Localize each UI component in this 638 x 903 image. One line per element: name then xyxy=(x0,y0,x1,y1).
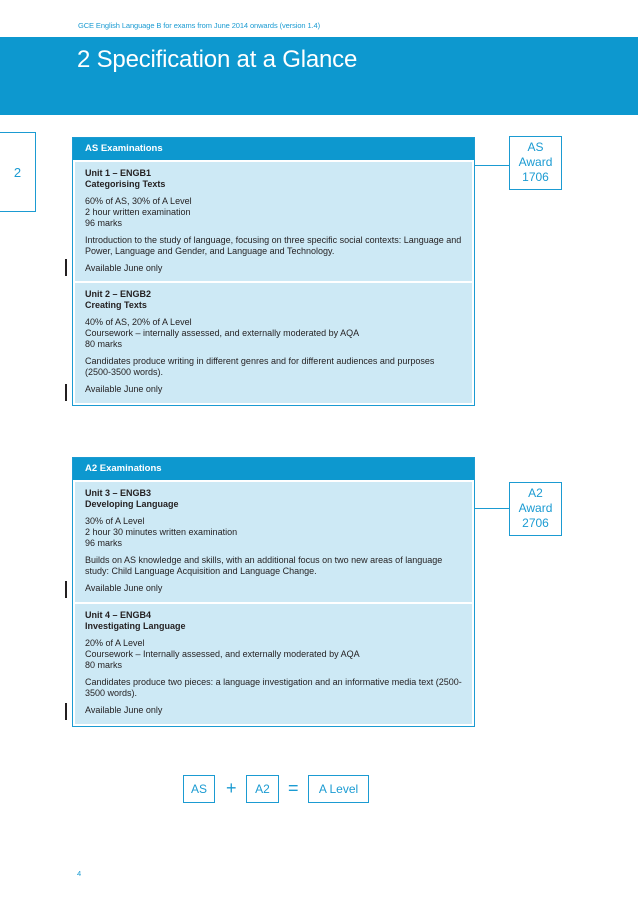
unit-2-margin-bar xyxy=(65,384,67,401)
unit-3-weight: 30% of A Level xyxy=(85,516,145,526)
unit-3-availability: Available June only xyxy=(85,583,163,593)
unit-3-margin-bar xyxy=(65,581,67,598)
unit-1-description: Introduction to the study of language, focusing on three specific social contexts: Language and Power, Language and Gender, and Language and Technology. xyxy=(85,235,462,256)
unit-4-panel xyxy=(75,604,472,724)
equation-a2-box: A2 xyxy=(246,775,279,803)
a2-award-line3: 2706 xyxy=(522,516,549,530)
a2-examinations-heading: A2 Examinations xyxy=(73,458,474,480)
unit-2-name: Creating Texts xyxy=(85,300,147,310)
as-examinations-box xyxy=(72,137,475,406)
equation-equals: = xyxy=(288,778,299,798)
unit-4-description: Candidates produce two pieces: a language investigation and an informative media text (2500-3500 words). xyxy=(85,677,462,698)
equation-as-box: AS xyxy=(183,775,215,803)
unit-4-code: Unit 4 – ENGB4 xyxy=(85,610,152,620)
unit-2-code: Unit 2 – ENGB2 xyxy=(85,289,152,299)
unit-2-weight: 40% of AS, 20% of A Level xyxy=(85,317,192,327)
unit-3-marks: 96 marks xyxy=(85,538,123,548)
as-award-line3: 1706 xyxy=(522,170,549,184)
unit-3-description: Builds on AS knowledge and skills, with an additional focus on two new areas of language study: Child Language Acquisition and Language Change. xyxy=(85,555,443,576)
unit-4-availability: Available June only xyxy=(85,705,163,715)
as-award-box xyxy=(509,136,562,190)
unit-1-assessment: 2 hour written examination xyxy=(85,207,191,217)
unit-4-margin-bar xyxy=(65,703,67,720)
a2-examinations-box xyxy=(72,457,475,727)
a2-award-line1: A2 xyxy=(528,486,543,500)
unit-3-code: Unit 3 – ENGB3 xyxy=(85,488,152,498)
as-award-line1: AS xyxy=(527,140,544,154)
as-award-line2: Award xyxy=(518,155,553,169)
unit-2-availability: Available June only xyxy=(85,384,163,394)
unit-1-name: Categorising Texts xyxy=(85,179,166,189)
unit-1-margin-bar xyxy=(65,259,67,276)
unit-4-name: Investigating Language xyxy=(85,621,186,631)
section-tab: 2 xyxy=(0,132,36,212)
unit-1-availability: Available June only xyxy=(85,263,163,273)
equation-a-level-box: A Level xyxy=(308,775,369,803)
unit-4-weight: 20% of A Level xyxy=(85,638,145,648)
unit-2-panel xyxy=(75,283,472,403)
unit-2-assessment: Coursework – internally assessed, and externally moderated by AQA xyxy=(85,328,360,338)
unit-3-panel xyxy=(75,482,472,602)
unit-1-marks: 96 marks xyxy=(85,218,123,228)
unit-3-assessment: 2 hour 30 minutes written examination xyxy=(85,527,238,537)
a2-award-line2: Award xyxy=(518,501,553,515)
unit-1-code: Unit 1 – ENGB1 xyxy=(85,168,152,178)
unit-1-panel xyxy=(75,162,472,281)
equation-plus: + xyxy=(226,778,237,798)
a2-award-connector xyxy=(475,508,509,509)
running-head: GCE English Language B for exams from June 2014 onwards (version 1.4) xyxy=(78,21,320,30)
as-award-connector xyxy=(475,165,509,166)
as-examinations-heading: AS Examinations xyxy=(73,138,474,160)
unit-3-name: Developing Language xyxy=(85,499,179,509)
page-title: 2 Specification at a Glance xyxy=(77,46,358,73)
a2-award-box xyxy=(509,482,562,536)
unit-4-assessment: Coursework – Internally assessed, and externally moderated by AQA xyxy=(85,649,360,659)
title-band xyxy=(0,37,638,115)
unit-2-description: Candidates produce writing in different genres and for different audiences and purposes (2500-3500 words). xyxy=(85,356,435,377)
unit-1-weight: 60% of AS, 30% of A Level xyxy=(85,196,192,206)
unit-2-marks: 80 marks xyxy=(85,339,123,349)
unit-4-marks: 80 marks xyxy=(85,660,123,670)
page-number: 4 xyxy=(77,869,82,878)
